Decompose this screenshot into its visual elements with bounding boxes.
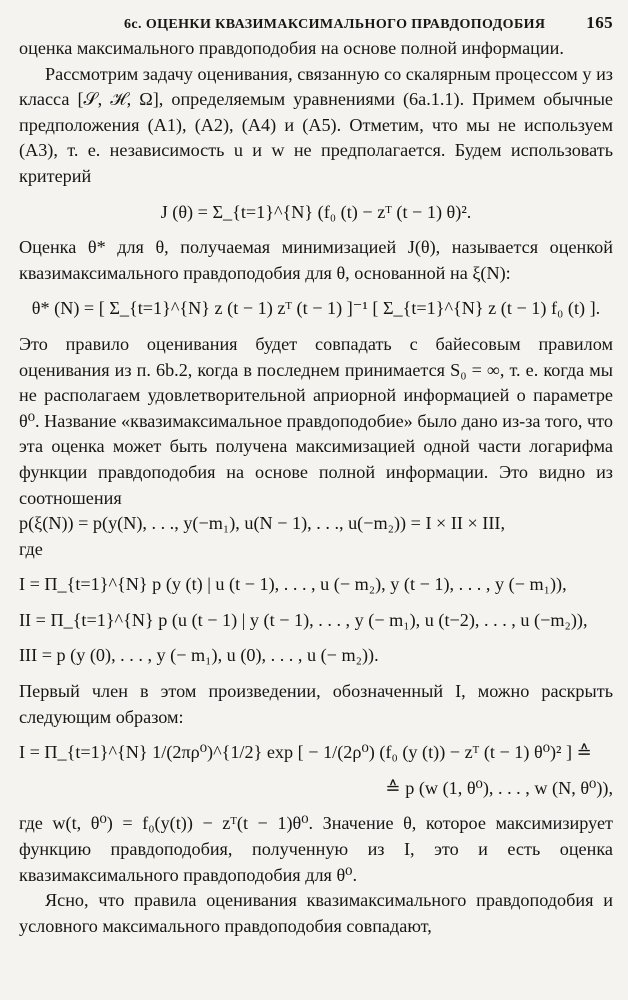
paragraph-1: Рассмотрим задачу оценивания, связанную со скалярным процессом y из класса [𝒮, ℋ, Ω], определяемым уравнениями (6а.1.1). Примем обычные предположения (A1), (A2), (A4) и (A5). Отметим, что мы не используем (A3), т. е. независимость u и w не предполагается. Будем использовать критерий xyxy=(19,63,613,186)
page-number: 165 xyxy=(586,13,613,32)
paragraph-0: оценка максимального правдоподобия на основе полной информации. xyxy=(19,38,564,58)
paragraph-7: Ясно, что правила оценивания квазимаксимального правдоподобия и условного максимального правдоподобия совпадают, xyxy=(19,890,613,936)
page xyxy=(19,8,613,939)
equation-factor-I: I = Π_{t=1}^{N} p (y (t) | u (t − 1), . . . , u (− m₂), y (t − 1), . . . , y (− m₁)), xyxy=(19,574,567,595)
equation-likelihood-factorization: p(ξ(N)) = p(y(N), . . ., y(−m₁), u(N − 1), . . ., u(−m₂)) = I × II × III, xyxy=(19,513,506,534)
paragraph-6: где w(t, θ⁰) = f₀(y(t)) − zᵀ(t − 1)θ⁰. Значение θ, которое максимизирует функцию правдоподобия, полученную из I, это и есть оценка квазимаксимального правдоподобия для θ⁰. xyxy=(19,813,613,885)
equation-estimate: θ* (N) = [ Σ_{t=1}^{N} z (t − 1) zᵀ (t − 1) ]⁻¹ [ Σ_{t=1}^{N} z (t − 1) f₀ (t) ]. xyxy=(31,298,601,319)
equation-factor-I-expanded: I = Π_{t=1}^{N} 1/(2πρ⁰)^{1/2} exp [ − 1/(2ρ⁰) (f₀ (y (t)) − zᵀ (t − 1) θ⁰)² ] ≙ xyxy=(19,742,592,763)
paragraph-5: Первый член в этом произведении, обозначенный I, можно раскрыть следующим образом: xyxy=(19,681,613,727)
paragraph-4: где xyxy=(19,538,43,559)
running-header xyxy=(19,8,613,36)
paragraph-2: Оценка θ* для θ, получаемая минимизацией J(θ), называется оценкой квазимаксимального правдоподобия для θ, основанной на ξ(N): xyxy=(19,237,613,283)
running-title: 6с. ОЦЕНКИ КВАЗИМАКСИМАЛЬНОГО ПРАВДОПОДОБИЯ xyxy=(124,17,546,32)
equation-criterion: J (θ) = Σ_{t=1}^{N} (f₀ (t) − zᵀ (t − 1) θ)². xyxy=(160,201,472,222)
equation-factor-III: III = p (y (0), . . . , y (− m₁), u (0), . . . , u (− m₂)). xyxy=(19,645,379,666)
equation-factor-II: II = Π_{t=1}^{N} p (u (t − 1) | y (t − 1), . . . , y (− m₁), u (t−2), . . . , u (−m₂)), xyxy=(19,609,588,630)
paragraph-3: Это правило оценивания будет совпадать с байесовым правилом оценивания из п. 6b.2, когда в последнем принимается S₀ = ∞, т. е. когда мы не располагаем удовлетворительной априорной информацией о параметре θ⁰. Название «квазимаксимальное правдоподобие» было дано из-за того, что эта оценка может быть получена максимизацией одной части логарифма функции правдоподобия на основе полной информации. Это видно из соотношения xyxy=(19,333,613,508)
equation-factor-I-result: ≙ p (w (1, θ⁰), . . . , w (N, θ⁰)), xyxy=(385,777,613,798)
